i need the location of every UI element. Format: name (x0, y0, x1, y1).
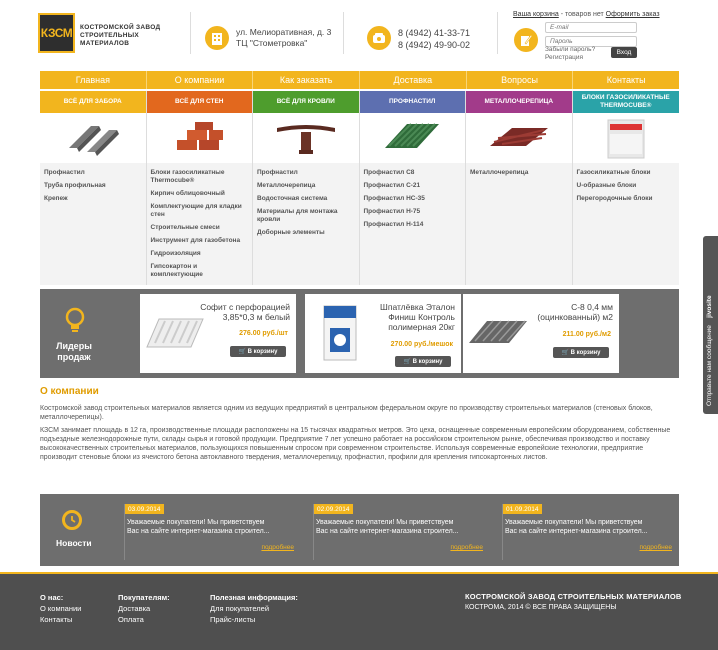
product-name[interactable]: Софит с перфорацией 3,85*0,3 м белый (200, 302, 290, 322)
category-roof (253, 91, 360, 285)
nav-home[interactable]: Главная (40, 71, 147, 89)
category-link[interactable]: Блоки газосиликатные Thermocube® (150, 169, 225, 184)
category-image[interactable] (147, 113, 253, 163)
footer-heading: Покупателям: (118, 593, 170, 602)
category-title[interactable]: ВСЁ ДЛЯ КРОВЛИ (253, 91, 359, 113)
product-price: 211.00 руб./м2 (562, 331, 611, 338)
footer-column-info (210, 592, 298, 625)
category-link[interactable]: Профнастил (44, 169, 85, 176)
add-to-cart-label: В корзину (570, 349, 601, 356)
category-walls (147, 91, 254, 285)
category-link[interactable]: Доборные элементы (257, 229, 325, 236)
logo-text: КОСТРОМСКОЙ ЗАВОД СТРОИТЕЛЬНЫХ МАТЕРИАЛОВ (80, 24, 161, 47)
footer-copyright (465, 592, 682, 613)
footer-rights: КОСТРОМА, 2014 © ВСЕ ПРАВА ЗАЩИЩЕНЫ (465, 604, 617, 611)
pencil-icon (514, 28, 538, 52)
category-link[interactable]: Гидроизоляция (150, 250, 201, 257)
address-line1: ул. Мелиоративная, д. 3 (236, 27, 332, 37)
header-divider (343, 12, 344, 54)
phone-1[interactable]: 8 (4942) 41-33-71 (398, 28, 471, 38)
category-link[interactable]: U-образные блоки (576, 182, 637, 189)
category-title[interactable]: МЕТАЛЛОЧЕРЕПИЦА (466, 91, 572, 113)
category-link[interactable]: Строительные смеси (150, 224, 220, 231)
cart-summary (513, 11, 660, 18)
bestsellers-label (54, 341, 94, 363)
address-line2: ТЦ "Стометровка" (236, 38, 308, 48)
category-grid (40, 91, 679, 285)
news-date: 03.09.2014 (125, 504, 164, 514)
category-link[interactable]: Профнастил С8 (363, 169, 415, 176)
category-link[interactable]: Кирпич облицовочный (150, 190, 225, 197)
clock-icon (62, 510, 82, 530)
login-links (545, 46, 595, 62)
category-title[interactable]: ВСЁ ДЛЯ СТЕН (147, 91, 253, 113)
product-image[interactable] (309, 300, 371, 366)
category-image[interactable] (40, 113, 146, 163)
product-card[interactable] (140, 294, 296, 373)
footer-column-buyers (118, 592, 170, 625)
product-card[interactable] (305, 294, 461, 373)
news-item (502, 504, 678, 560)
news-more-link[interactable]: подробнее (639, 544, 672, 551)
bestsellers-label-line2: продаж (57, 352, 91, 362)
category-link[interactable]: Труба профильная (44, 182, 106, 189)
add-to-cart-button[interactable]: 🛒 В корзину (553, 347, 609, 358)
building-icon (205, 26, 229, 50)
footer-company: КОСТРОМСКОЙ ЗАВОД СТРОИТЕЛЬНЫХ МАТЕРИАЛОВ (465, 592, 682, 601)
login-button[interactable]: Вход (611, 47, 637, 58)
category-image[interactable] (360, 113, 466, 163)
category-image[interactable] (253, 113, 359, 163)
news-title[interactable]: Уважаемые покупатели! Мы приветствуем Вас на сайте интернет-магазина строител... (127, 519, 270, 535)
header-divider (190, 12, 191, 54)
main-nav (40, 71, 679, 89)
bestsellers-section (40, 289, 679, 378)
chat-widget-tab[interactable] (703, 236, 718, 414)
add-to-cart-label: В корзину (247, 348, 278, 355)
news-item (313, 504, 489, 560)
footer-link[interactable]: О компании (40, 604, 82, 613)
footer-heading: Полезная информация: (210, 593, 298, 602)
product-name[interactable]: Шпатлёвка Эталон Финиш Контроль полимерная 20кг (380, 302, 455, 332)
email-field[interactable] (545, 22, 637, 33)
footer-link[interactable]: Оплата (118, 615, 144, 624)
category-title[interactable]: БЛОКИ ГАЗОСИЛИКАТНЫЕ THERMOCUBE® (573, 91, 680, 113)
nav-contacts[interactable]: Контакты (606, 75, 646, 85)
category-link[interactable]: Металлочерепица (257, 182, 316, 189)
category-image[interactable] (573, 113, 680, 163)
about-title: О компании (40, 386, 99, 397)
checkout-link[interactable]: Оформить заказ (605, 11, 660, 18)
category-link[interactable]: Профнастил С-21 (363, 182, 421, 189)
category-link[interactable]: Гипсокартон и комплектующие (150, 263, 203, 278)
add-to-cart-button[interactable]: 🛒 В корзину (230, 346, 286, 357)
cart-status: - товаров нет (560, 11, 604, 18)
add-to-cart-label: В корзину (412, 358, 443, 365)
news-label: Новости (56, 538, 92, 548)
chat-widget-text: Отправьте нам сообщение (706, 325, 713, 406)
header-divider (497, 12, 498, 54)
category-link[interactable]: Комплектующие для кладки стен (150, 203, 242, 218)
news-title[interactable]: Уважаемые покупатели! Мы приветствуем Вас на сайте интернет-магазина строител... (505, 519, 648, 535)
product-card[interactable] (463, 294, 619, 373)
chat-widget-brand: jivosite (706, 295, 713, 318)
address (236, 27, 331, 49)
news-item (124, 504, 300, 560)
product-image[interactable] (144, 300, 206, 366)
logo-mark: КЗСМ (38, 13, 75, 53)
footer-link[interactable]: Для покупателей (210, 604, 270, 613)
footer-link[interactable]: Прайс-листы (210, 615, 256, 624)
category-link[interactable]: Крепеж (44, 195, 68, 202)
add-to-cart-button[interactable]: 🛒 В корзину (395, 356, 451, 367)
phone-icon (367, 26, 391, 50)
category-gas-blocks (573, 91, 680, 285)
bestsellers-label-line1: Лидеры (56, 341, 92, 351)
category-metal-tile (466, 91, 573, 285)
phones (398, 27, 470, 51)
category-title[interactable]: ВСЁ ДЛЯ ЗАБОРА (40, 91, 146, 113)
category-link[interactable]: Профнастил Н-75 (363, 208, 421, 215)
nav-how-to-order[interactable]: Как заказать (253, 71, 360, 89)
category-link[interactable]: Материалы для монтажа кровли (257, 208, 338, 223)
footer-link[interactable]: Доставка (118, 604, 151, 613)
category-profnastil (360, 91, 467, 285)
news-date: 01.09.2014 (503, 504, 542, 514)
product-price: 270.00 руб./мешок (390, 341, 453, 348)
footer-column-about (40, 592, 81, 625)
site-footer (0, 574, 718, 650)
site-logo[interactable] (38, 13, 173, 53)
product-image[interactable] (467, 300, 529, 366)
category-link[interactable]: Водосточная система (257, 195, 328, 202)
product-name[interactable]: С-8 0,4 мм (оцинкованный) м2 (537, 302, 613, 322)
news-more-link[interactable]: подробнее (261, 544, 294, 551)
nav-about[interactable]: О компании (147, 71, 254, 89)
footer-link[interactable]: Контакты (40, 615, 73, 624)
chat-widget-label (706, 295, 713, 406)
forgot-password-link[interactable]: Забыли пароль? (545, 46, 596, 53)
register-link[interactable]: Регистрация (545, 54, 583, 61)
news-date: 02.09.2014 (314, 504, 353, 514)
category-link[interactable]: Инструмент для газобетона (150, 237, 241, 244)
news-title[interactable]: Уважаемые покупатели! Мы приветствуем Вас на сайте интернет-магазина строител... (316, 519, 459, 535)
category-link[interactable]: Профнастил Н-114 (363, 221, 424, 228)
category-image[interactable] (466, 113, 572, 163)
category-fence (40, 91, 147, 285)
category-link[interactable]: Газосиликатные блоки (576, 169, 651, 176)
news-more-link[interactable]: подробнее (450, 544, 483, 551)
nav-delivery[interactable]: Доставка (360, 71, 467, 89)
about-paragraph: КЗСМ занимает площадь в 12 га, производственные площади расположены на 15 тысячах квадратных метров. Это цеха, оснащенные современным европейским оборудованием, собственные подъездные железнодорожные пути, склады сырья и готовой продукции. Предприятие 7 лет успешно работает на российском строительном рынке, обеспечивая производство и поставку высококачественных строительных материалов, пользующихся повышенным спросом при современном строительстве. Используя современные европейские технологии, предприятие производит стеновые блоки из ячеистого бетона автоклавного твердения, металлочерепицу, профнастил, профили для крепления гипсокартонных листов. (40, 427, 671, 461)
product-price: 276.00 руб./шт (239, 330, 288, 337)
about-paragraph: Костромской завод строительных материалов является одним из ведущих предприятий в центральном федеральном округе по производству строительных материалов (стеновых блоков, металлочерепицы). (40, 405, 653, 421)
nav-questions[interactable]: Вопросы (467, 71, 574, 89)
news-section (40, 494, 679, 566)
footer-heading: О нас: (40, 593, 64, 602)
phone-2[interactable]: 8 (4942) 49-90-02 (398, 40, 471, 50)
category-link[interactable]: Перегородочные блоки (576, 195, 653, 202)
category-link[interactable]: Металлочерепица (470, 169, 529, 176)
category-link[interactable]: Профнастил НС-35 (363, 195, 425, 202)
category-link[interactable]: Профнастил (257, 169, 298, 176)
site-header (0, 0, 718, 66)
category-title[interactable]: ПРОФНАСТИЛ (360, 91, 466, 113)
cart-link[interactable]: Ваша корзина (513, 11, 559, 18)
lightbulb-icon (64, 307, 86, 335)
